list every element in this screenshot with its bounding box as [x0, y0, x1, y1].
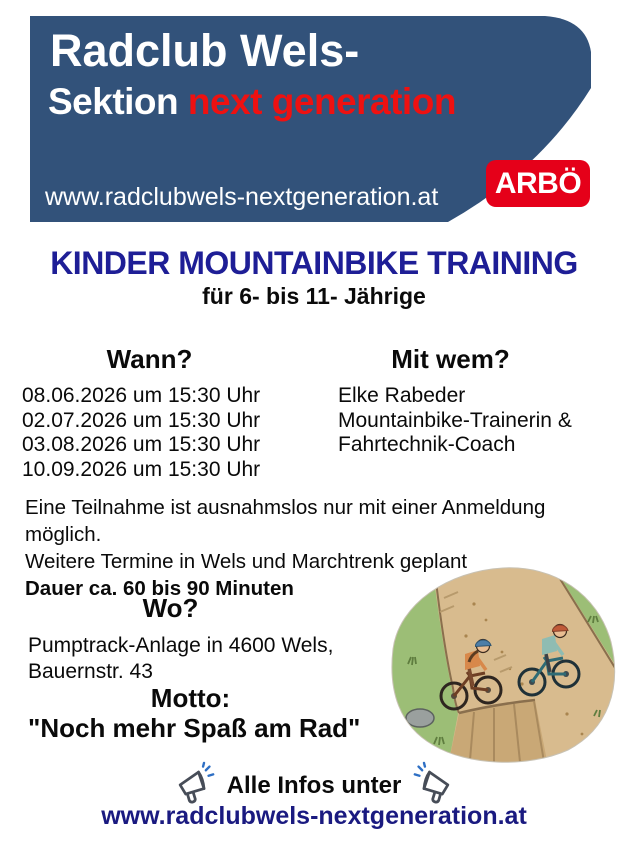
megaphone-icon — [171, 761, 215, 807]
megaphone-icon — [413, 761, 457, 807]
arbo-logo: ARBÖ — [486, 160, 590, 207]
location-line: Bauernstr. 43 — [28, 660, 153, 683]
header-website-link[interactable]: www.radclubwels-nextgeneration.at — [45, 183, 439, 211]
when-section — [22, 344, 277, 482]
trainer-role: Mountainbike-Trainerin & — [338, 408, 572, 432]
next-generation-label: next generation — [187, 81, 456, 122]
kids-mountainbike-illustration — [382, 564, 624, 766]
trainer-role: Fahrtechnik-Coach — [338, 433, 516, 456]
training-date: 02.07.2026 um 15:30 Uhr — [22, 408, 261, 432]
motto-section — [28, 683, 361, 743]
club-section-line — [48, 81, 456, 123]
club-name: Radclub Wels- — [50, 25, 360, 76]
note-line: Weitere Termine in Wels und Marchtrenk geplant — [25, 550, 468, 573]
section-label: Sektion — [48, 81, 188, 122]
duration-note: Dauer ca. 60 bis 90 Minuten — [25, 577, 294, 600]
location-line: Pumptrack-Anlage in 4600 Wels, — [28, 634, 334, 657]
motto-heading: Motto: — [150, 683, 231, 713]
motto-quote: "Noch mehr Spaß am Rad" — [28, 713, 361, 743]
training-date: 03.08.2026 um 15:30 Uhr — [22, 433, 261, 456]
training-date: 08.06.2026 um 15:30 Uhr — [22, 384, 261, 407]
location-heading: Wo? — [142, 593, 199, 623]
footer-info-label: Alle Infos unter — [226, 772, 402, 799]
trainer-name: Elke Rabeder — [338, 384, 466, 407]
trainer-section — [338, 344, 572, 458]
page-title: KINDER MOUNTAINBIKE TRAINING — [50, 245, 578, 281]
when-heading: Wann? — [106, 344, 193, 374]
location-section — [28, 593, 334, 685]
note-line: Eine Teilnahme ist ausnahmslos nur mit einer Anmeldung möglich. — [25, 496, 546, 546]
footer-info-row — [0, 761, 628, 807]
footer-website-link[interactable]: www.radclubwels-nextgeneration.at — [101, 802, 527, 830]
page-subtitle: für 6- bis 11- Jährige — [202, 283, 426, 309]
training-date: 10.09.2026 um 15:30 Uhr — [22, 457, 261, 481]
trainer-heading: Mit wem? — [391, 344, 510, 374]
